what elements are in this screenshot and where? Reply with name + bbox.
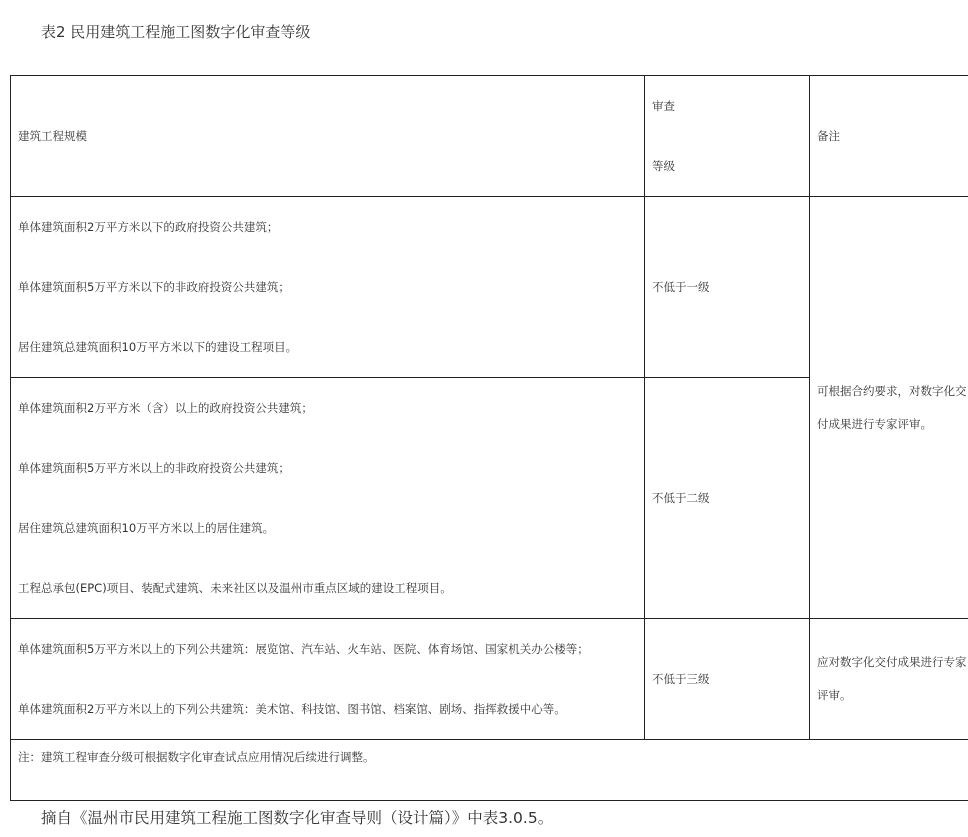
table-footnote: 注：建筑工程审查分级可根据数字化审查试点应用情况后续进行调整。 (11, 740, 968, 801)
scale-line: 居住建筑总建筑面积10万平方米以下的建设工程项目。 (18, 340, 298, 354)
header-level (645, 76, 810, 197)
table-footnote-row (11, 740, 968, 801)
header-scale: 建筑工程规模 (11, 76, 645, 197)
level-cell-3: 不低于三级 (645, 619, 810, 740)
remark-cell-level3 (810, 619, 968, 740)
remark-line: 应对数字化交付成果进行专家 (817, 655, 967, 669)
source-citation: 摘自《温州市民用建筑工程施工图数字化审查导则（设计篇）》中表3.0.5。 (41, 809, 554, 827)
scale-cell-level1 (11, 197, 645, 378)
table-row (11, 619, 968, 740)
scale-line: 单体建筑面积5万平方米以下的非政府投资公共建筑； (18, 280, 290, 294)
level-cell-2: 不低于二级 (645, 378, 810, 619)
scale-line: 单体建筑面积2万平方米以上的下列公共建筑：美术馆、科技馆、图书馆、档案馆、剧场、指挥救援中心等。 (18, 702, 566, 716)
scale-cell-level2 (11, 378, 645, 619)
scale-line: 单体建筑面积2万平方米以下的政府投资公共建筑； (18, 220, 279, 234)
review-level-table (10, 75, 968, 801)
header-level-line2: 等级 (652, 159, 675, 173)
scale-line: 工程总承包(EPC)项目、装配式建筑、未来社区以及温州市重点区域的建设工程项目。 (18, 581, 452, 595)
scale-line: 单体建筑面积5万平方米以上的下列公共建筑：展览馆、汽车站、火车站、医院、体育场馆、国家机关办公楼等； (18, 642, 589, 656)
scale-line: 单体建筑面积2万平方米（含）以上的政府投资公共建筑； (18, 401, 313, 415)
header-level-line1: 审查 (652, 99, 675, 113)
table-row (11, 197, 968, 378)
remark-line: 付成果进行专家评审。 (817, 416, 932, 431)
remark-cell-levels-1-2 (810, 197, 968, 619)
table-caption: 表2 民用建筑工程施工图数字化审查等级 (41, 23, 311, 41)
scale-line: 居住建筑总建筑面积10万平方米以上的居住建筑。 (18, 521, 275, 535)
header-remark: 备注 (810, 76, 968, 197)
scale-cell-level3 (11, 619, 645, 740)
scale-line: 单体建筑面积5万平方米以上的非政府投资公共建筑； (18, 461, 290, 475)
remark-line: 可根据合约要求，对数字化交 (817, 383, 967, 398)
remark-line: 评审。 (817, 688, 852, 702)
level-cell-1: 不低于一级 (645, 197, 810, 378)
table-header-row (11, 76, 968, 197)
